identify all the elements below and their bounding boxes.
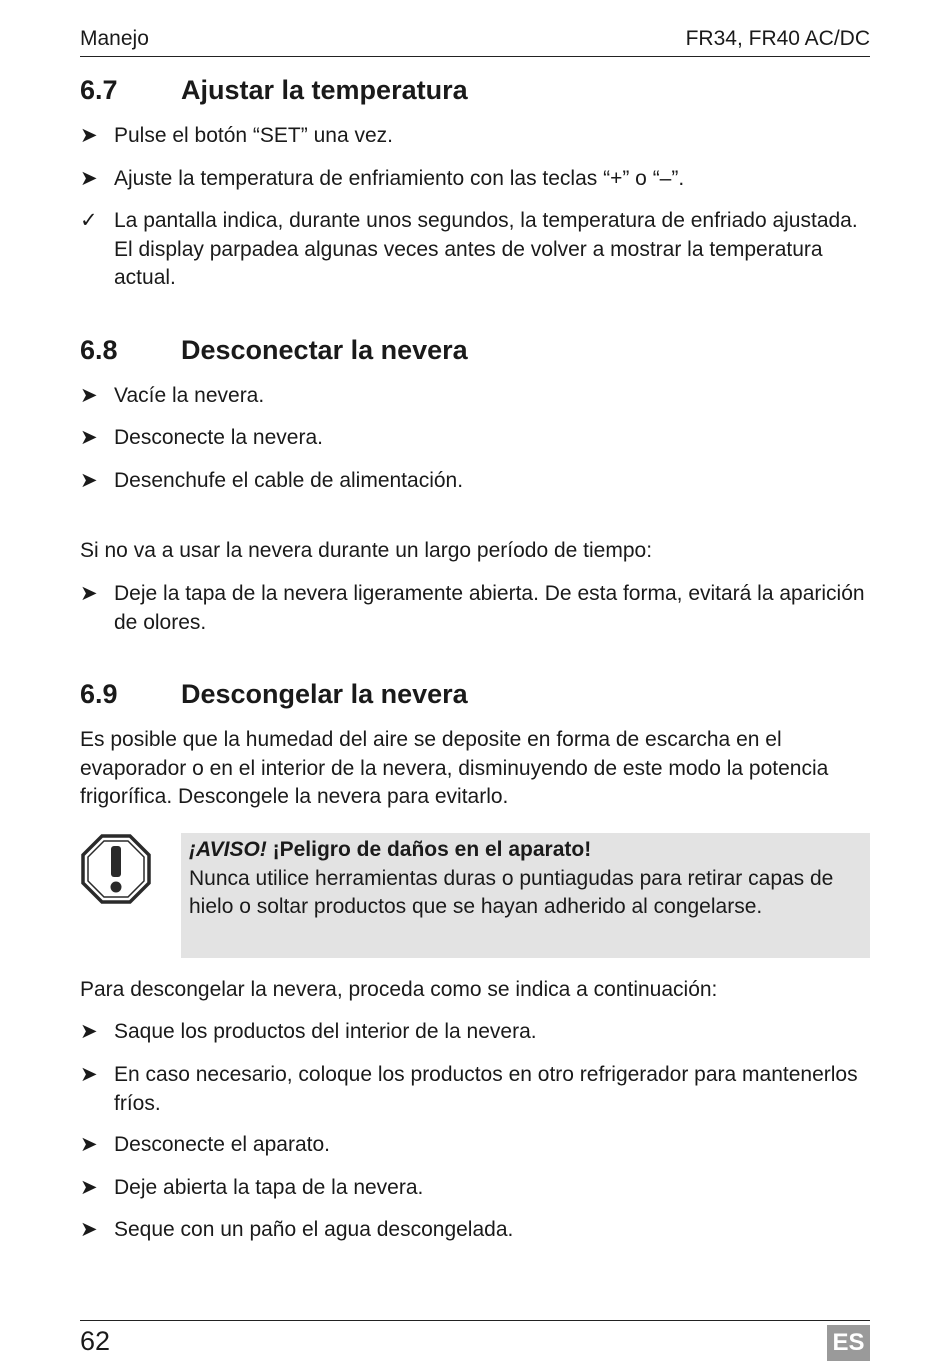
heading-title: Descongelar la nevera bbox=[181, 679, 468, 709]
result-item bbox=[80, 207, 870, 293]
paragraph: Para descongelar la nevera, proceda como se indica a continuación: bbox=[80, 978, 718, 1001]
heading-number: 6.7 bbox=[80, 75, 118, 105]
list-item bbox=[80, 467, 870, 496]
arrow-bullet-icon: ➤ bbox=[80, 124, 98, 147]
arrow-bullet-icon: ➤ bbox=[80, 167, 98, 190]
list-item bbox=[80, 122, 870, 151]
heading-6-8 bbox=[80, 333, 468, 367]
list-item-text: Desconecte la nevera. bbox=[114, 426, 323, 449]
paragraph: Es posible que la humedad del aire se deposite en forma de escarcha en el evaporador o en el interior de la nevera, disminuyendo de este modo la potencia frigorífica. Descongele la nevera para evitarlo. bbox=[80, 728, 829, 808]
list-item bbox=[80, 580, 870, 637]
list-item-text: Saque los productos del interior de la nevera. bbox=[114, 1020, 537, 1043]
heading-6-7 bbox=[80, 73, 468, 107]
list-item bbox=[80, 1131, 870, 1160]
arrow-bullet-icon: ➤ bbox=[80, 1218, 98, 1241]
heading-6-9 bbox=[80, 677, 468, 711]
header-section: Manejo bbox=[80, 27, 149, 50]
arrow-bullet-icon: ➤ bbox=[80, 1063, 98, 1086]
arrow-bullet-icon: ➤ bbox=[80, 426, 98, 449]
arrow-bullet-icon: ➤ bbox=[80, 1133, 98, 1156]
arrow-bullet-icon: ➤ bbox=[80, 1020, 98, 1043]
list-item-text: Deje abierta la tapa de la nevera. bbox=[114, 1176, 424, 1199]
heading-title: Desconectar la nevera bbox=[181, 335, 468, 365]
warning-label: ¡AVISO! bbox=[189, 838, 267, 861]
heading-title: Ajustar la temperatura bbox=[181, 75, 468, 105]
result-text: La pantalla indica, durante unos segundos, la temperatura de enfriado ajustada. El display parpadea algunas veces antes de volver a mostrar la temperatura actual. bbox=[114, 209, 858, 289]
warning-heading bbox=[189, 836, 862, 865]
list-item bbox=[80, 424, 870, 453]
list-item bbox=[80, 1174, 870, 1203]
list-item-text: Ajuste la temperatura de enfriamiento con las teclas “+” o “–”. bbox=[114, 167, 685, 190]
arrow-bullet-icon: ➤ bbox=[80, 384, 98, 407]
list-item-text: En caso necesario, coloque los productos en otro refrigerador para mantenerlos fríos. bbox=[114, 1063, 858, 1115]
list-item-text: Deje la tapa de la nevera ligeramente abierta. De esta forma, evitará la aparición de olores. bbox=[114, 582, 865, 634]
footer-rule bbox=[80, 1320, 870, 1321]
list-item bbox=[80, 1018, 870, 1047]
list-item bbox=[80, 1061, 870, 1118]
check-icon: ✓ bbox=[80, 209, 98, 232]
heading-number: 6.8 bbox=[80, 335, 118, 365]
language-badge: ES bbox=[827, 1325, 870, 1361]
page-number: 62 bbox=[80, 1326, 111, 1356]
warning-text: Nunca utilice herramientas duras o puntiagudas para retirar capas de hielo o soltar productos que se hayan adherido al congelarse. bbox=[189, 866, 834, 918]
list-item bbox=[80, 382, 870, 411]
manual-page bbox=[80, 0, 870, 1365]
warning-octagon-icon bbox=[80, 833, 152, 905]
warning-title: ¡Peligro de daños en el aparato! bbox=[272, 838, 592, 861]
arrow-bullet-icon: ➤ bbox=[80, 469, 98, 492]
list-item bbox=[80, 165, 870, 194]
paragraph: Si no va a usar la nevera durante un largo período de tiempo: bbox=[80, 539, 653, 562]
arrow-bullet-icon: ➤ bbox=[80, 582, 98, 605]
list-item-text: Pulse el botón “SET” una vez. bbox=[114, 124, 393, 147]
list-item bbox=[80, 1216, 870, 1245]
header-models: FR34, FR40 AC/DC bbox=[685, 27, 870, 50]
list-item-text: Seque con un paño el agua descongelada. bbox=[114, 1218, 514, 1241]
page-header bbox=[80, 26, 870, 57]
heading-number: 6.9 bbox=[80, 679, 118, 709]
list-item-text: Vacíe la nevera. bbox=[114, 384, 265, 407]
list-item-text: Desconecte el aparato. bbox=[114, 1133, 330, 1156]
arrow-bullet-icon: ➤ bbox=[80, 1176, 98, 1199]
warning-box bbox=[181, 833, 870, 958]
list-item-text: Desenchufe el cable de alimentación. bbox=[114, 469, 464, 492]
